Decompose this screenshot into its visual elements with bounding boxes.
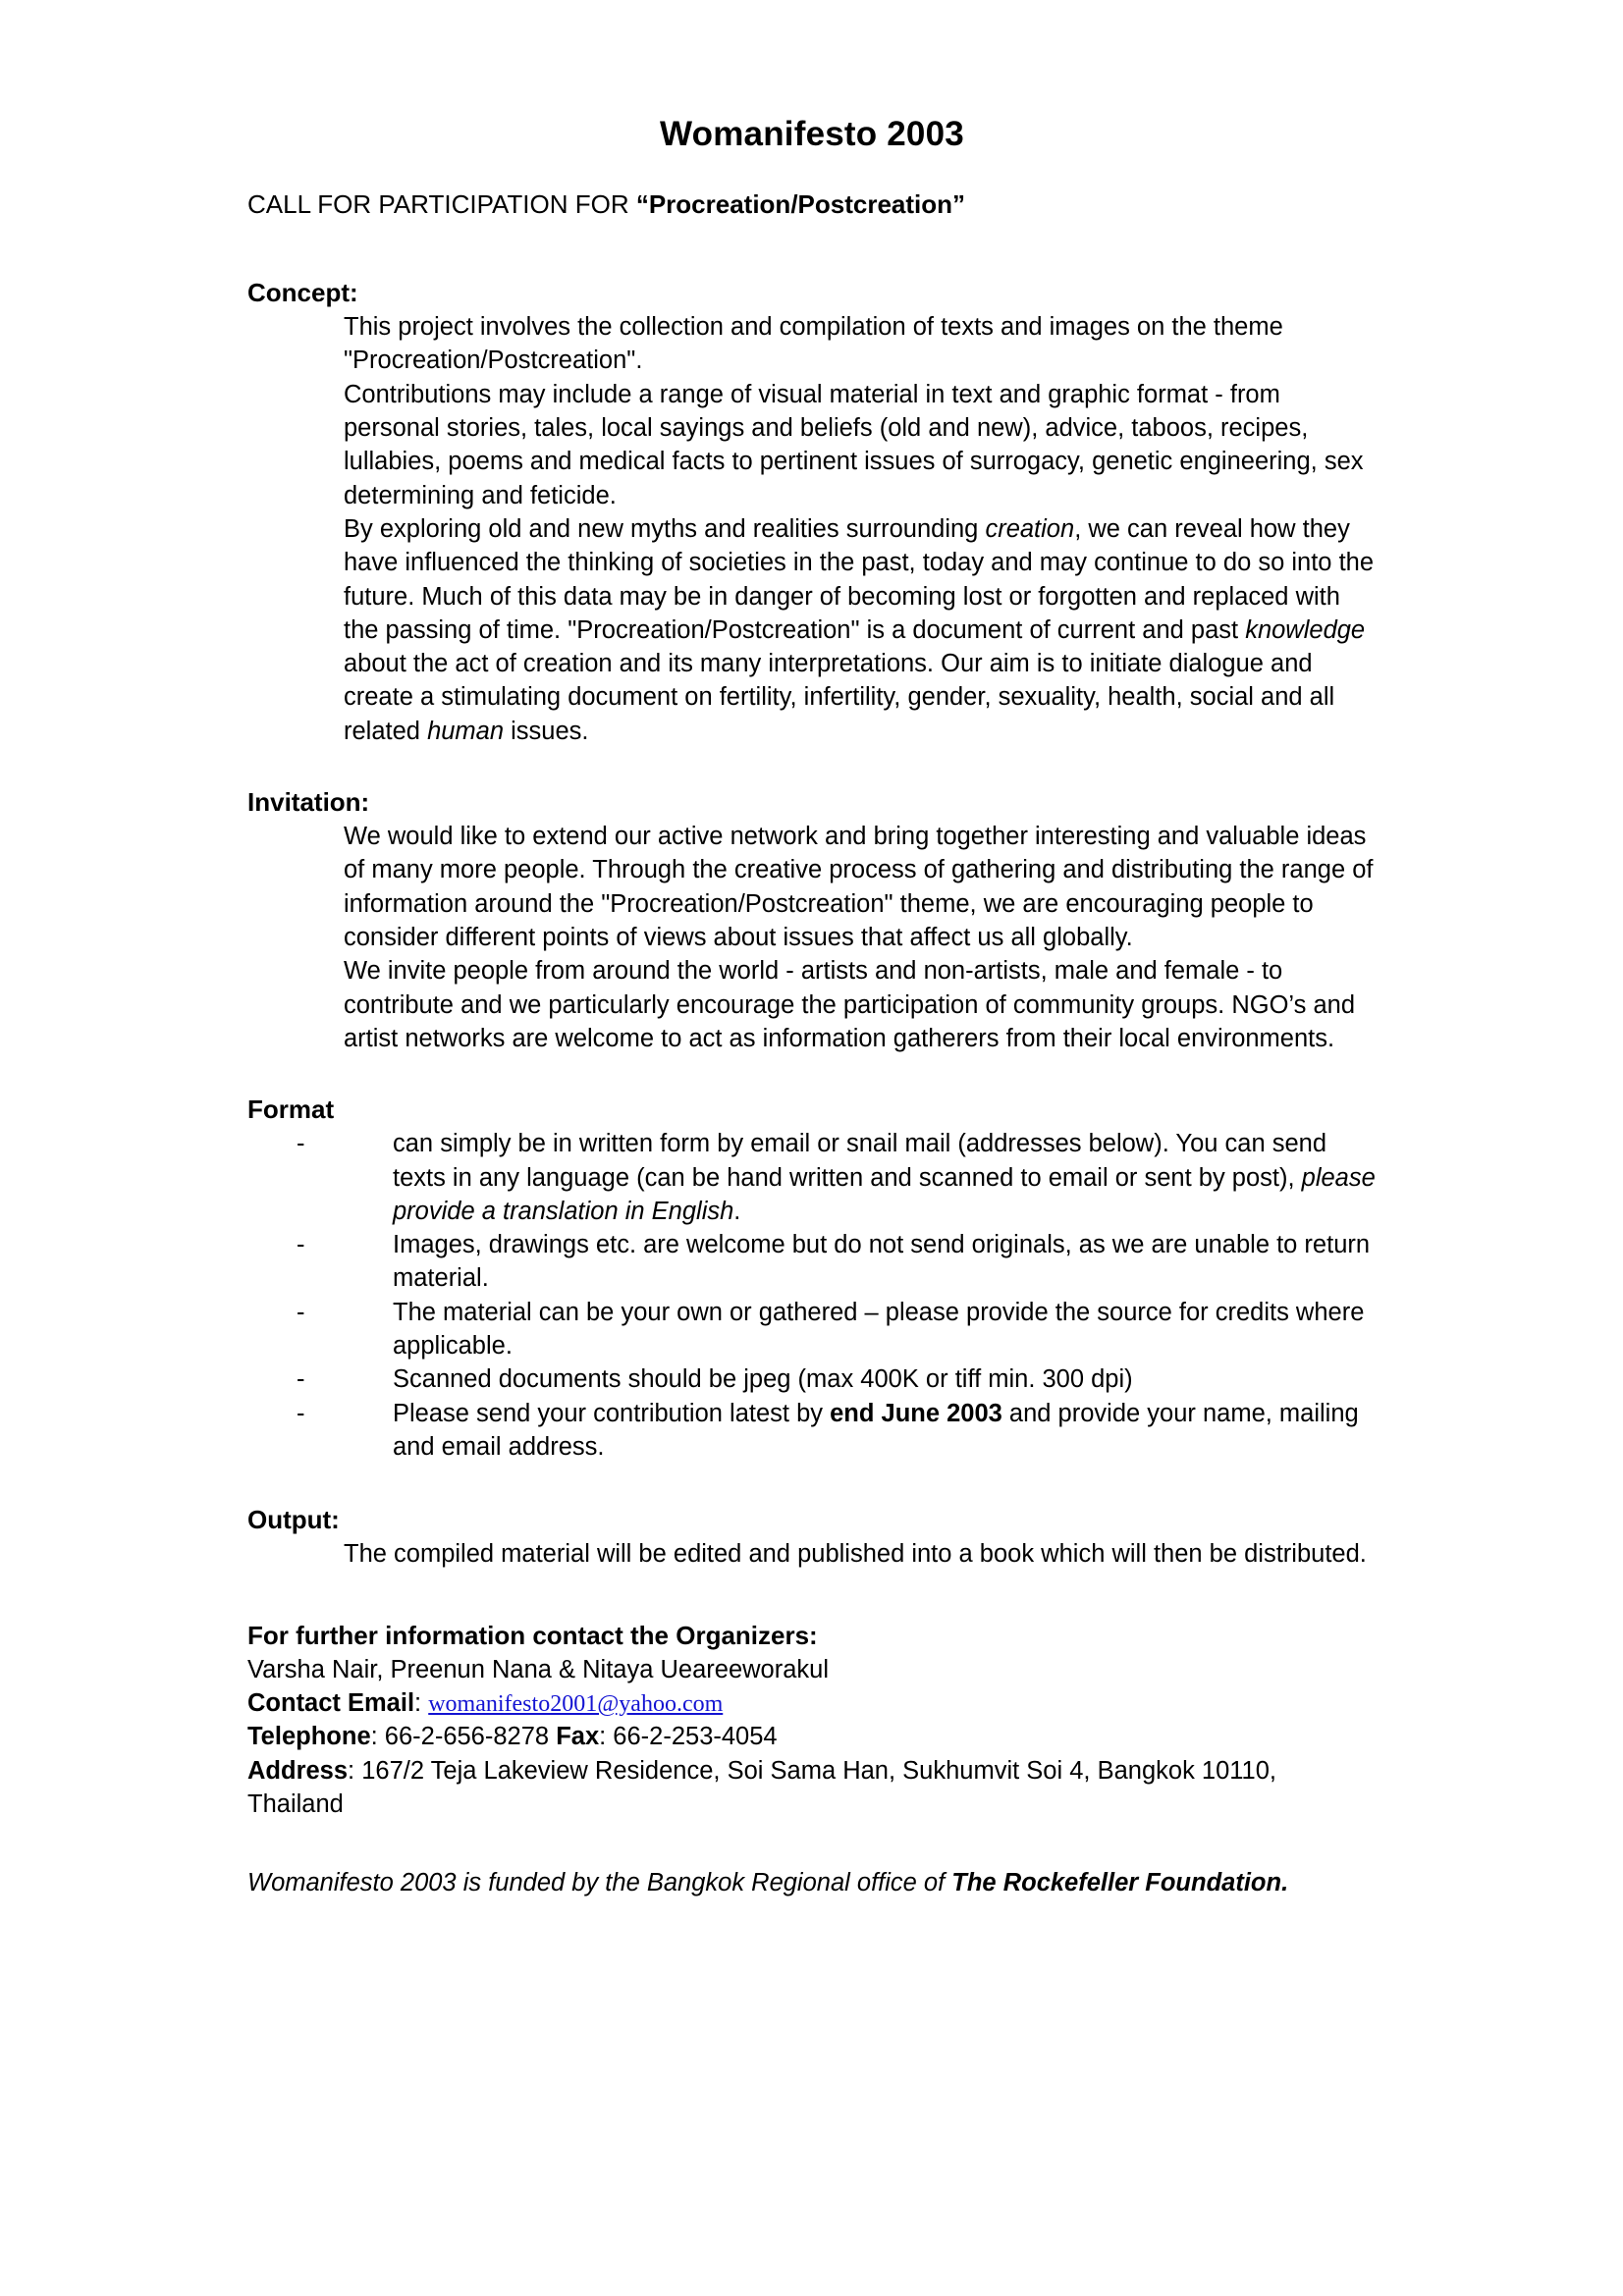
list-item xyxy=(247,1228,1377,1296)
list-item xyxy=(247,1362,1377,1396)
funding-note-part1: Womanifesto 2003 is funded by the Bangkok Regional office of xyxy=(247,1869,952,1897)
section-heading-format: Format xyxy=(247,1095,335,1125)
concept-p3-part3: about the act of creation and its many interpretations. Our aim is to initiate dialogue and create a stimulating document on fertility, infertility, gender, sexuality, health, social and all related xyxy=(344,650,1335,745)
invitation-body xyxy=(247,820,1377,1055)
contact-organizers: Varsha Nair, Preenun Nana & Nitaya Ueareeworakul xyxy=(247,1655,830,1683)
format-item-3-text: The material can be your own or gathered – please provide the source for credits where applicable. xyxy=(393,1298,1365,1361)
invitation-paragraph-1: We would like to extend our active network and bring together interesting and valuable ideas of many more people. Through the creative process of gathering and distributing the range of information around the "Procreation/Postcreation" theme, we are encouraging people to consider different points of views about issues that affect us all globally. xyxy=(344,823,1374,951)
format-item-2-text: Images, drawings etc. are welcome but do not send originals, as we are unable to return material. xyxy=(393,1231,1371,1293)
page-title: Womanifesto 2003 xyxy=(660,115,964,153)
list-item xyxy=(247,1397,1377,1465)
format-item-1-italic: please provide a translation in English xyxy=(393,1163,1376,1225)
concept-p3-italic-knowledge: knowledge xyxy=(1245,615,1366,644)
concept-paragraph-1: This project involves the collection and compilation of texts and images on the theme "Procreation/Postcreation". xyxy=(344,313,1283,375)
funding-note xyxy=(247,1821,1377,1899)
concept-p3-part4: issues. xyxy=(504,717,589,745)
concept-paragraph-2: Contributions may include a range of visual material in text and graphic format - from personal stories, tales, local sayings and beliefs (old and new), advice, taboos, recipes, lullabies, poems and medical facts to pertinent issues of surrogacy, genetic engineering, sex determining and feticide. xyxy=(344,380,1364,509)
call-theme-text: “Procreation/Postcreation” xyxy=(635,189,966,220)
contact-details xyxy=(247,1653,1377,1821)
output-body xyxy=(247,1537,1377,1571)
concept-p3-italic-human: human xyxy=(427,717,505,745)
bullet-marker: - xyxy=(297,1231,305,1259)
section-heading-invitation: Invitation: xyxy=(247,787,370,817)
contact-email-row xyxy=(247,1686,1377,1720)
concept-p3-part2: , we can reveal how they have influenced the thinking of societies in the past, today and may continue to do so into the future. Much of this data may be in danger of becoming lost or forgotten and replaced with the passing of time. "Procreation/Postcreation" is a document of current and past xyxy=(344,514,1375,644)
section-heading-contact: For further information contact the Organizers: xyxy=(247,1620,818,1650)
invitation-paragraph-2: We invite people from around the world - artists and non-artists, male and female - to contribute and we particularly encourage the participation of community groups. NGO’s and artist networks are welcome to act as information gatherers from their local environments. xyxy=(344,957,1355,1052)
contact-address-value: : 167/2 Teja Lakeview Residence, Soi Sama Han, Sukhumvit Soi 4, Bangkok 10110, Thailand xyxy=(247,1756,1276,1818)
contact-email-link[interactable]: womanifesto2001@yahoo.com xyxy=(428,1691,724,1718)
bullet-marker: - xyxy=(297,1130,305,1158)
format-item-5-deadline: end June 2003 xyxy=(830,1399,1002,1427)
call-prefix-text: CALL FOR PARTICIPATION FOR xyxy=(247,189,636,220)
section-heading-concept: Concept: xyxy=(247,278,358,308)
format-item-5-part2: and provide your name, mailing and email address. xyxy=(393,1399,1359,1461)
output-paragraph-1: The compiled material will be edited and published into a book which will then be distributed. xyxy=(344,1540,1367,1569)
contact-address-row xyxy=(247,1754,1377,1822)
list-item xyxy=(247,1127,1377,1228)
funding-note-sponsor: The Rockefeller Foundation. xyxy=(951,1869,1289,1897)
call-for-participation-line xyxy=(247,154,1377,222)
contact-address-label: Address xyxy=(247,1756,349,1785)
contact-telephone-label: Telephone xyxy=(247,1723,371,1751)
contact-fax-label: Fax xyxy=(556,1723,600,1751)
list-item xyxy=(247,1296,1377,1363)
concept-p3-part1: By exploring old and new myths and realities surrounding xyxy=(344,514,986,543)
contact-telephone-row xyxy=(247,1720,1377,1753)
contact-fax-value: : 66-2-253-4054 xyxy=(599,1723,778,1751)
format-bullet-list xyxy=(247,1127,1377,1464)
format-item-5-part1: Please send your contribution latest by xyxy=(393,1399,831,1427)
format-item-1-part1: can simply be in written form by email or snail mail (addresses below). You can send texts in any language (can be hand written and scanned to email or sent by post), xyxy=(393,1130,1327,1192)
contact-telephone-value: : 66-2-656-8278 xyxy=(370,1723,557,1751)
concept-paragraph-3 xyxy=(344,512,1377,748)
section-heading-output: Output: xyxy=(247,1505,340,1535)
concept-body xyxy=(247,310,1377,748)
contact-email-label: Contact Email xyxy=(247,1689,415,1718)
document-content xyxy=(247,0,1377,1900)
bullet-marker: - xyxy=(297,1399,305,1427)
bullet-marker: - xyxy=(297,1365,305,1394)
concept-p3-italic-creation: creation xyxy=(985,514,1075,543)
format-item-4-text: Scanned documents should be jpeg (max 400K or tiff min. 300 dpi) xyxy=(393,1365,1133,1394)
contact-email-separator: : xyxy=(414,1689,429,1718)
bullet-marker: - xyxy=(297,1298,305,1326)
format-item-1-part2: . xyxy=(733,1197,741,1225)
